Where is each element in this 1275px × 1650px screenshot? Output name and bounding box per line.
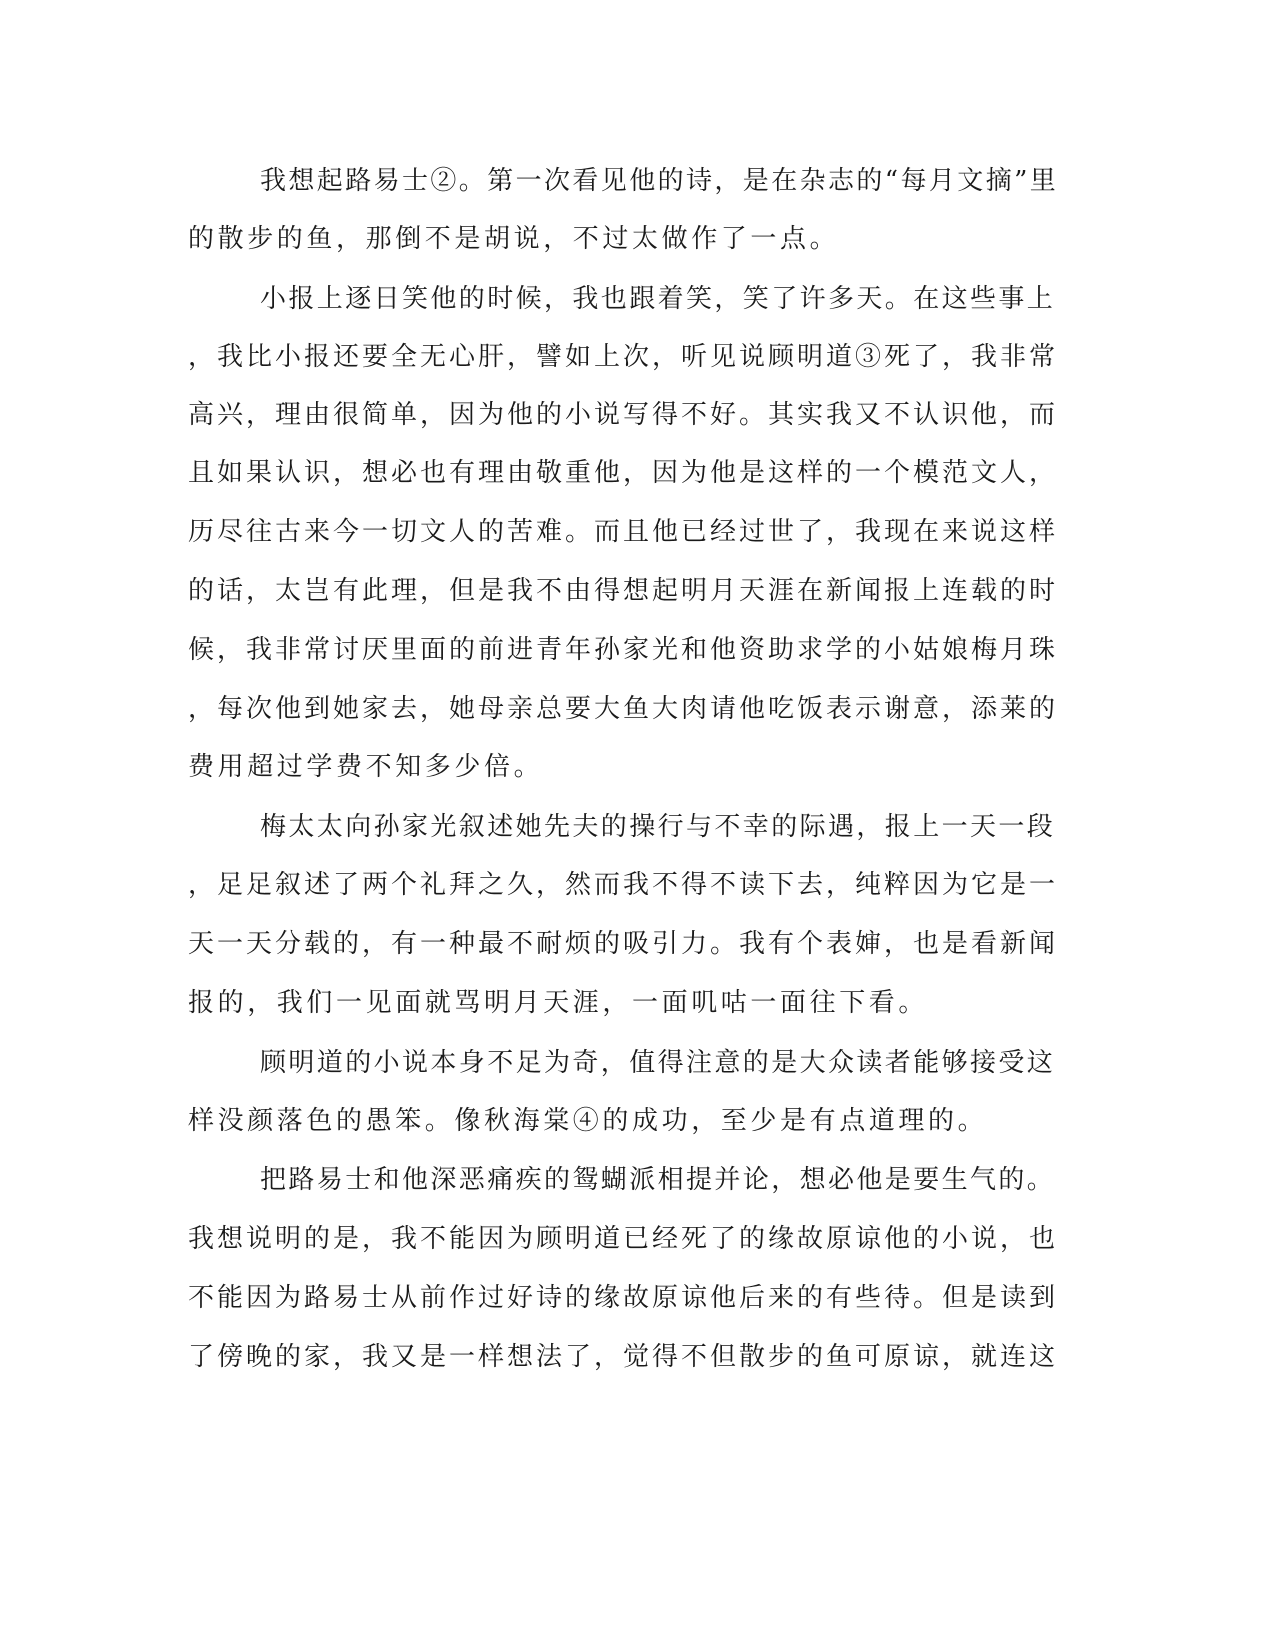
text-line: 且如果认识，想必也有理由敬重他，因为他是这样的一个模范文人， [188, 458, 1059, 488]
text-line: 报的，我们一见面就骂明月天涯，一面叽咕一面往下看。 [188, 988, 929, 1018]
text-line: 的散步的鱼，那倒不是胡说，不过太做作了一点。 [188, 224, 840, 254]
text-line: 样没颜落色的愚笨。像秋海棠④的成功，至少是有点道理的。 [188, 1106, 988, 1136]
text-line: 费用超过学费不知多少倍。 [188, 752, 544, 782]
text-line: 高兴，理由很简单，因为他的小说写得不好。其实我又不认识他，而 [188, 400, 1059, 430]
text-line: 我想起路易士②。第一次看见他的诗，是在杂志的“每月文摘”里 [260, 166, 1059, 196]
text-line: ，我比小报还要全无心肝，譬如上次，听见说顾明道③死了，我非常 [188, 342, 1059, 372]
text-line: 历尽往古来今一切文人的苦难。而且他已经过世了，我现在来说这样 [188, 517, 1059, 547]
text-line: 不能因为路易士从前作过好诗的缘故原谅他后来的有些待。但是读到 [188, 1283, 1059, 1313]
text-line: 天一天分载的，有一种最不耐烦的吸引力。我有个表婶，也是看新闻 [188, 929, 1059, 959]
text-line: 了傍晚的家，我又是一样想法了，觉得不但散步的鱼可原谅，就连这 [188, 1342, 1059, 1372]
text-line: 顾明道的小说本身不足为奇，值得注意的是大众读者能够接受这 [260, 1048, 1056, 1078]
text-line: 候，我非常讨厌里面的前进青年孙家光和他资助求学的小姑娘梅月珠 [188, 635, 1059, 665]
text-line: ，每次他到她家去，她母亲总要大鱼大肉请他吃饭表示谢意，添莱的 [188, 694, 1059, 724]
text-line: ，足足叙述了两个礼拜之久，然而我不得不读下去，纯粹因为它是一 [188, 870, 1059, 900]
text-line: 小报上逐日笑他的时候，我也跟着笑，笑了许多天。在这些事上 [260, 284, 1056, 314]
text-line: 梅太太向孙家光叙述她先夫的操行与不幸的际遇，报上一天一段 [260, 812, 1056, 842]
text-line: 把路易士和他深恶痛疾的鸳蝴派相提并论，想必他是要生气的。 [260, 1165, 1056, 1195]
text-line: 的话，太岂有此理，但是我不由得想起明月天涯在新闻报上连载的时 [188, 576, 1059, 606]
text-line: 我想说明的是，我不能因为顾明道已经死了的缘故原谅他的小说，也 [188, 1224, 1059, 1254]
